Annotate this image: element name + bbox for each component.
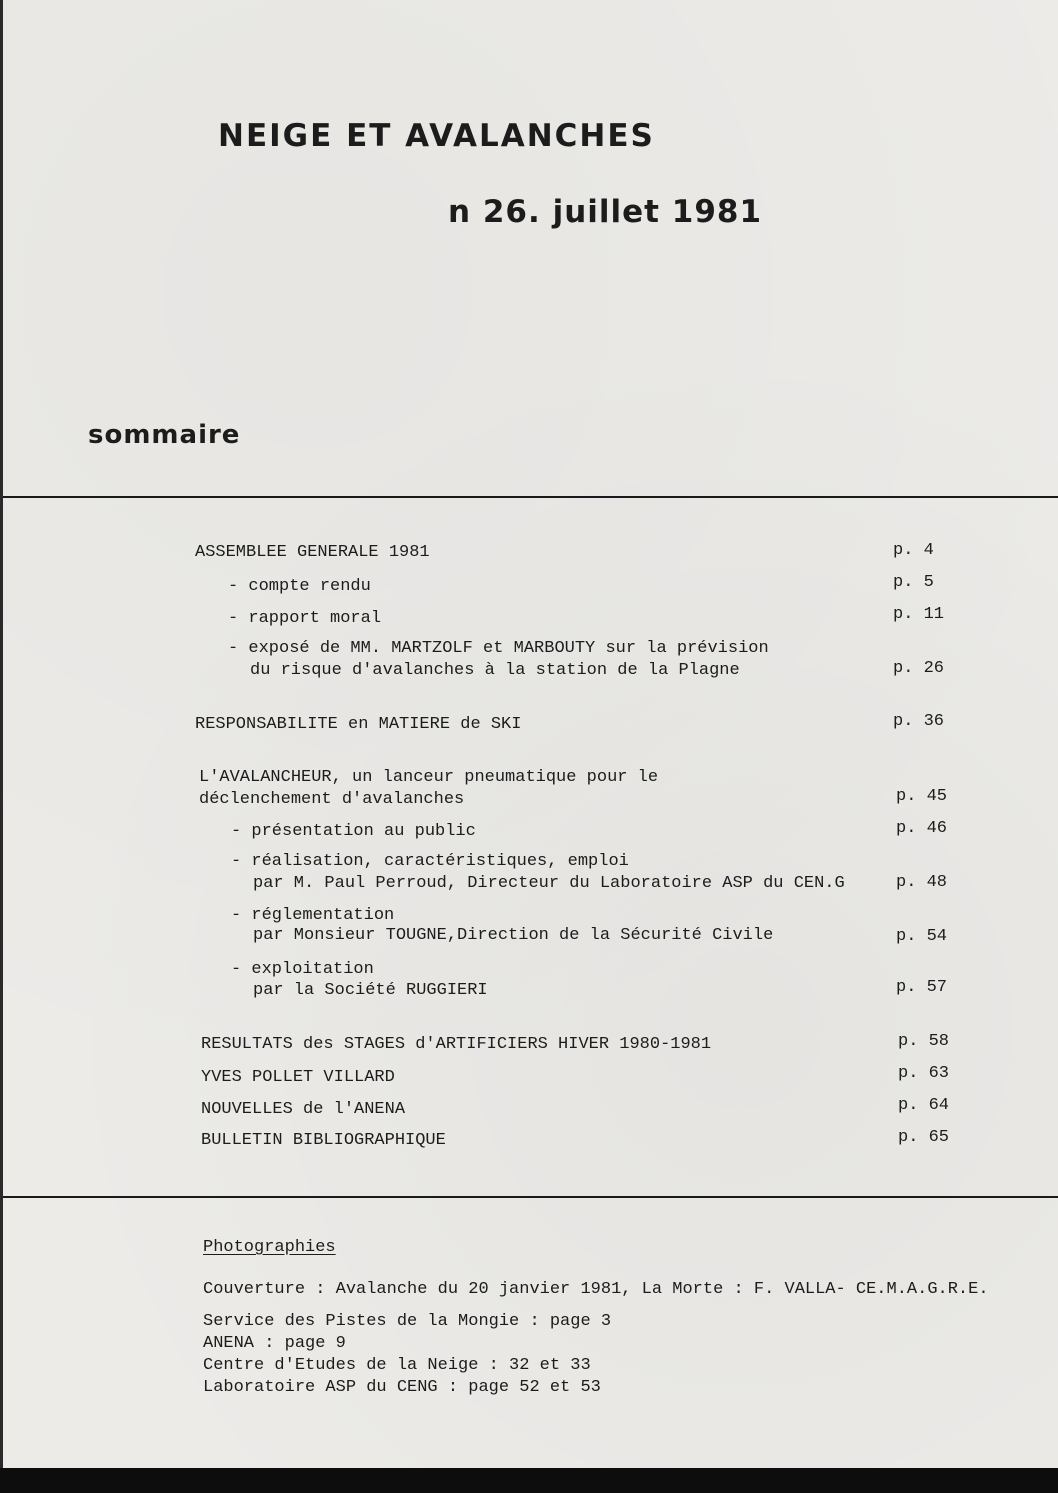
photo-credit: Laboratoire ASP du CENG : page 52 et 53 (203, 1378, 601, 1397)
page-edge (0, 0, 3, 1468)
toc-entry: - exposé de MM. MARTZOLF et MARBOUTY sur la prévision (228, 639, 769, 658)
toc-entry: YVES POLLET VILLARD (201, 1068, 395, 1087)
toc-entry: L'AVALANCHEUR, un lanceur pneumatique pour le (199, 768, 659, 787)
cover-credit: Couverture : Avalanche du 20 janvier 1981, La Morte : F. VALLA- CE.M.A.G.R.E. (203, 1280, 989, 1299)
scan-border (0, 1468, 1058, 1493)
toc-page: p. 58 (898, 1032, 950, 1051)
toc-entry: - présentation au public (231, 822, 476, 841)
toc-page: p. 5 (893, 573, 934, 592)
toc-page: p. 64 (898, 1096, 950, 1115)
toc-page: p. 11 (893, 605, 945, 624)
toc-entry: NOUVELLES de l'ANENA (201, 1100, 406, 1119)
toc-entry-cont: du risque d'avalanches à la station de la Plagne (250, 661, 740, 680)
toc-entry: RESULTATS des STAGES d'ARTIFICIERS HIVER 1980-1981 (201, 1035, 712, 1054)
toc-entry: - réglementation (231, 906, 395, 925)
sommaire-heading: sommaire (88, 420, 241, 450)
toc-entry-cont: par la Société RUGGIERI (253, 981, 488, 1000)
toc-page: p. 4 (893, 541, 934, 560)
toc-entry: - exploitation (231, 960, 374, 979)
toc-page: p. 57 (896, 978, 948, 997)
issue-number: n 26. juillet 1981 (448, 194, 763, 230)
photo-credit: Centre d'Etudes de la Neige : 32 et 33 (203, 1356, 591, 1375)
toc-page: p. 45 (896, 787, 948, 806)
toc-entry: - compte rendu (228, 577, 371, 596)
toc-entry-cont: déclenchement d'avalanches (199, 790, 465, 809)
photo-credit: ANENA : page 9 (203, 1334, 346, 1353)
bottom-divider (3, 1196, 1058, 1198)
toc-page: p. 36 (893, 712, 945, 731)
toc-page: p. 54 (896, 927, 948, 946)
toc-page: p. 26 (893, 659, 945, 678)
toc-entry: ASSEMBLEE GENERALE 1981 (195, 543, 430, 562)
toc-entry: BULLETIN BIBLIOGRAPHIQUE (201, 1131, 446, 1150)
toc-entry: - rapport moral (228, 609, 382, 628)
toc-page: p. 46 (896, 819, 948, 838)
toc-entry-cont: par M. Paul Perroud, Directeur du Laboratoire ASP du CEN.G (253, 874, 845, 893)
journal-title: NEIGE ET AVALANCHES (218, 118, 655, 154)
toc-page: p. 65 (898, 1128, 950, 1147)
toc-entry: - réalisation, caractéristiques, emploi (231, 852, 629, 871)
toc-entry-cont: par Monsieur TOUGNE,Direction de la Sécurité Civile (253, 926, 774, 945)
toc-entry: RESPONSABILITE en MATIERE de SKI (195, 715, 522, 734)
photographies-heading: Photographies (203, 1238, 336, 1257)
toc-page: p. 63 (898, 1064, 950, 1083)
top-divider (3, 496, 1058, 498)
photo-credit: Service des Pistes de la Mongie : page 3 (203, 1312, 612, 1331)
toc-page: p. 48 (896, 873, 948, 892)
